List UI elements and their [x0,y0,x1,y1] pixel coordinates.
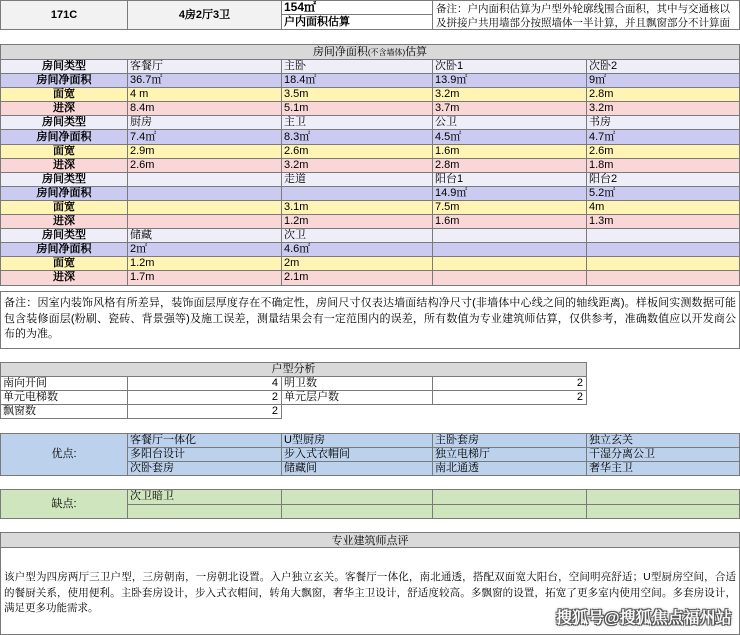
watermark: 搜狐号@搜狐焦点福州站 [556,610,732,627]
room-area-table-title [1,45,740,60]
net-area-cell: 4.6㎡ [282,243,433,257]
depth-cell: 3.7m [433,102,587,116]
floor-area-value: 154㎡ [282,1,433,15]
room-type-label: 房间类型 [1,173,128,187]
depth-cell [128,215,282,229]
analysis-value: 2 [128,391,282,405]
room-type-cell [587,229,740,243]
architect-review-title: 专业建筑师点评 [0,532,740,548]
net-area-label: 房间净面积 [1,187,128,201]
net-area-cell: 4.5㎡ [433,130,587,144]
width-cell [433,257,587,271]
depth-cell: 8.4m [128,102,282,116]
width-label: 面宽 [1,88,128,102]
net-area-cell: 9㎡ [587,74,740,88]
unit-code: 171C [1,1,128,30]
pros-item: 独立电梯厅 [433,448,587,462]
room-type-cell: 厨房 [128,116,282,130]
room-type-cell: 客餐厅 [128,60,282,74]
room-type-cell: 次卧2 [587,60,740,74]
analysis-value: 2 [433,391,587,405]
room-area-title-qualifier: (不含墙体) [367,47,406,57]
cons-item [282,505,433,520]
room-type-cell: 公卫 [433,116,587,130]
net-area-cell [128,187,282,201]
room-type-cell [433,229,587,243]
net-area-label: 房间净面积 [1,130,128,144]
pros-item: 主卧套房 [433,434,587,448]
analysis-label: 飘窗数 [1,405,128,419]
architect-review-text: 该户型为四房两厅三卫户型，三房朝南，一房朝北设置。入户独立玄关。客餐厅一体化，南北通透，搭配双面宽大阳台，空间明亮舒适；U型厨房空间，合适的餐厨关系，使用便利。主卧套房设计，步入式衣帽间，转角大飘窗，奢华主卫设计，舒适度较高。多飘窗的设置，拓宽了更多室内使用空间。多套房设计，满足更多功能需求。 [0,548,740,635]
width-label: 面宽 [1,201,128,215]
pros-item: U型厨房 [282,434,433,448]
analysis-label: 南向开间 [1,377,128,391]
pros-item: 独立玄关 [587,434,740,448]
pros-label: 优点: [1,434,128,476]
width-cell: 2.8m [587,88,740,102]
depth-label: 进深 [1,102,128,116]
area-calculation-note: 备注：户内面积估算为户型外轮廓线围合面积，其中与交通核以及拼接户共用墙部分按照墙体一半计算，并且飘窗部分不计算面 [433,1,740,30]
pros-item: 南北通透 [433,462,587,476]
pros-table [0,433,740,476]
pros-item: 干湿分离公卫 [587,448,740,462]
pros-item: 次卧套房 [128,462,282,476]
analysis-label: 明卫数 [282,377,433,391]
net-area-cell: 36.7㎡ [128,74,282,88]
cons-item [282,490,433,505]
net-area-label: 房间净面积 [1,243,128,257]
cons-table [0,489,740,519]
width-cell: 1.2m [128,257,282,271]
room-area-table [0,44,740,286]
pros-item: 储藏间 [282,462,433,476]
net-area-cell: 8.3㎡ [282,130,433,144]
pros-item: 客餐厅一体化 [128,434,282,448]
net-area-cell: 14.9㎡ [433,187,587,201]
net-area-cell [587,243,740,257]
width-cell: 3.1m [282,201,433,215]
depth-label: 进深 [1,215,128,229]
analysis-value: 4 [128,377,282,391]
net-area-cell: 13.9㎡ [433,74,587,88]
layout-analysis-table [0,362,587,419]
depth-cell: 2.1m [282,271,433,285]
room-type-label: 房间类型 [1,116,128,130]
depth-cell [587,271,740,285]
net-area-cell: 18.4㎡ [282,74,433,88]
analysis-value: 2 [433,377,587,391]
cons-item [128,505,282,520]
width-label: 面宽 [1,145,128,159]
room-type-cell [128,173,282,187]
layout-summary: 4房2厅3卫 [128,1,282,30]
width-cell: 2.6m [587,145,740,159]
measurement-note: 备注：因室内装饰风格有所差异，装饰面层厚度存在不确定性，房间尺寸仅表达墙面结构净尺寸(非墙体中心线之间的轴线距离)。样板间实测数据可能包含装修面层(粉刷、瓷砖、背景强等)及施工误差，测量结果会有一定范围内的误差，所有数值为专业建筑师估算，仅供参考，准确数值应以开发商公布的为准。 [0,291,740,349]
pros-item: 步入式衣帽间 [282,448,433,462]
width-cell: 2.6m [282,145,433,159]
pros-item: 多阳台设计 [128,448,282,462]
depth-cell: 3.2m [282,159,433,173]
width-cell [587,257,740,271]
floor-area-label: 户内面积估算 [282,15,433,30]
net-area-cell: 5.2㎡ [587,187,740,201]
depth-cell: 2.8m [433,159,587,173]
room-area-title-suffix: 估算 [405,45,428,58]
cons-item [433,505,587,520]
room-type-cell: 主卧 [282,60,433,74]
width-cell: 7.5m [433,201,587,215]
room-type-cell: 储藏 [128,229,282,243]
width-cell: 1.6m [433,145,587,159]
width-cell: 3.2m [433,88,587,102]
width-label: 面宽 [1,257,128,271]
depth-cell [433,271,587,285]
room-type-label: 房间类型 [1,60,128,74]
width-cell [128,201,282,215]
cons-label: 缺点: [1,490,128,519]
depth-cell: 5.1m [282,102,433,116]
width-cell: 2m [282,257,433,271]
depth-cell: 1.3m [587,215,740,229]
net-area-cell: 2㎡ [128,243,282,257]
room-type-label: 房间类型 [1,229,128,243]
room-type-cell: 阳台1 [433,173,587,187]
room-area-title-main: 房间净面积 [312,45,368,58]
width-cell: 4 m [128,88,282,102]
depth-cell: 1.2m [282,215,433,229]
depth-cell: 3.2m [587,102,740,116]
unit-header [0,0,740,30]
room-type-cell: 阳台2 [587,173,740,187]
depth-label: 进深 [1,159,128,173]
width-cell: 2.9m [128,145,282,159]
width-cell: 4m [587,201,740,215]
depth-cell: 1.8m [587,159,740,173]
room-type-cell: 次卫 [282,229,433,243]
depth-cell: 1.6m [433,215,587,229]
cons-item [587,505,740,520]
pros-item: 奢华主卫 [587,462,740,476]
net-area-cell [433,243,587,257]
net-area-cell: 7.4㎡ [128,130,282,144]
depth-label: 进深 [1,271,128,285]
layout-analysis-title: 户型分析 [1,363,587,377]
room-type-cell: 走道 [282,173,433,187]
room-type-cell: 主卫 [282,116,433,130]
net-area-label: 房间净面积 [1,74,128,88]
analysis-label: 单元电梯数 [1,391,128,405]
analysis-value: 2 [128,405,282,419]
room-type-cell: 次卧1 [433,60,587,74]
net-area-cell [282,187,433,201]
depth-cell: 1.7m [128,271,282,285]
width-cell: 3.5m [282,88,433,102]
cons-item [587,490,740,505]
net-area-cell: 4.7㎡ [587,130,740,144]
room-type-cell: 书房 [587,116,740,130]
analysis-label: 单元层户数 [282,391,433,405]
cons-item [433,490,587,505]
depth-cell: 2.6m [128,159,282,173]
cons-item: 次卫暗卫 [128,490,282,505]
